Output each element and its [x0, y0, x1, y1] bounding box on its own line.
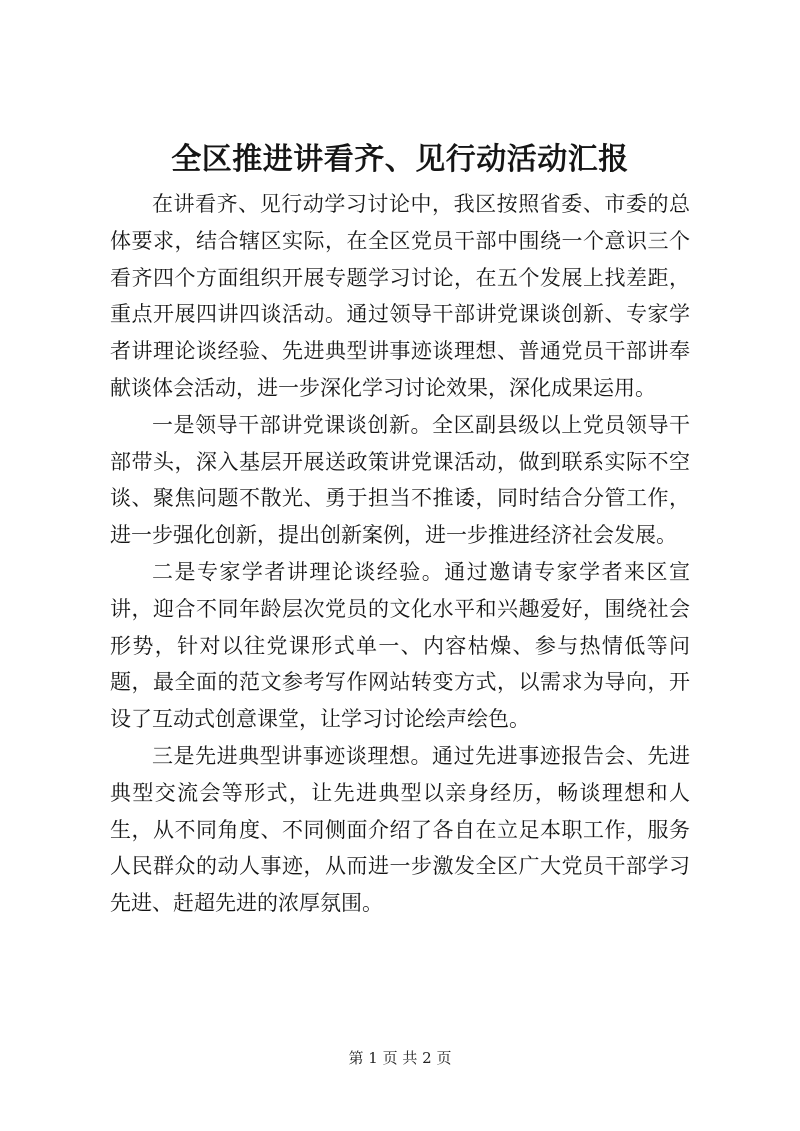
paragraph-leaders: 一是领导干部讲党课谈创新。全区副县级以上党员领导干部带头，深入基层开展送政策讲党课活动，做到联系实际不空谈、聚焦问题不散光、勇于担当不推诿，同时结合分管工作，进一步强化创新，提出创新案例，进一步推进经济社会发展。	[110, 412, 690, 548]
paragraph-intro: 在讲看齐、见行动学习讨论中，我区按照省委、市委的总体要求，结合辖区实际，在全区党员干部中围绕一个意识三个看齐四个方面组织开展专题学习讨论，在五个发展上找差距，重点开展四讲四谈活动。通过领导干部讲党课谈创新、专家学者讲理论谈经验、先进典型讲事迹谈理想、普通党员干部讲奉献谈体会活动，进一步深化学习讨论效果，深化成果运用。	[110, 192, 690, 400]
page-title: 全区推进讲看齐、见行动活动汇报	[171, 142, 629, 177]
paragraph-models: 三是先进典型讲事迹谈理想。通过先进事迹报告会、先进典型交流会等形式，让先进典型以亲身经历，畅谈理想和人生，从不同角度、不同侧面介绍了各自在立足本职工作，服务人民群众的动人事迹，从而进一步激发全区广大党员干部学习先进、赶超先进的浓厚氛围。	[110, 743, 690, 916]
paragraph-experts: 二是专家学者讲理论谈经验。通过邀请专家学者来区宣讲，迎合不同年龄层次党员的文化水平和兴趣爱好，围绕社会形势，针对以往党课形式单一、内容枯燥、参与热情低等问题，最全面的范文参考写作网站转变方式，以需求为导向，开设了互动式创意课堂，让学习讨论绘声绘色。	[110, 559, 690, 732]
page-number-footer: 第 1 页 共 2 页	[348, 1049, 452, 1067]
document-body	[110, 186, 690, 922]
